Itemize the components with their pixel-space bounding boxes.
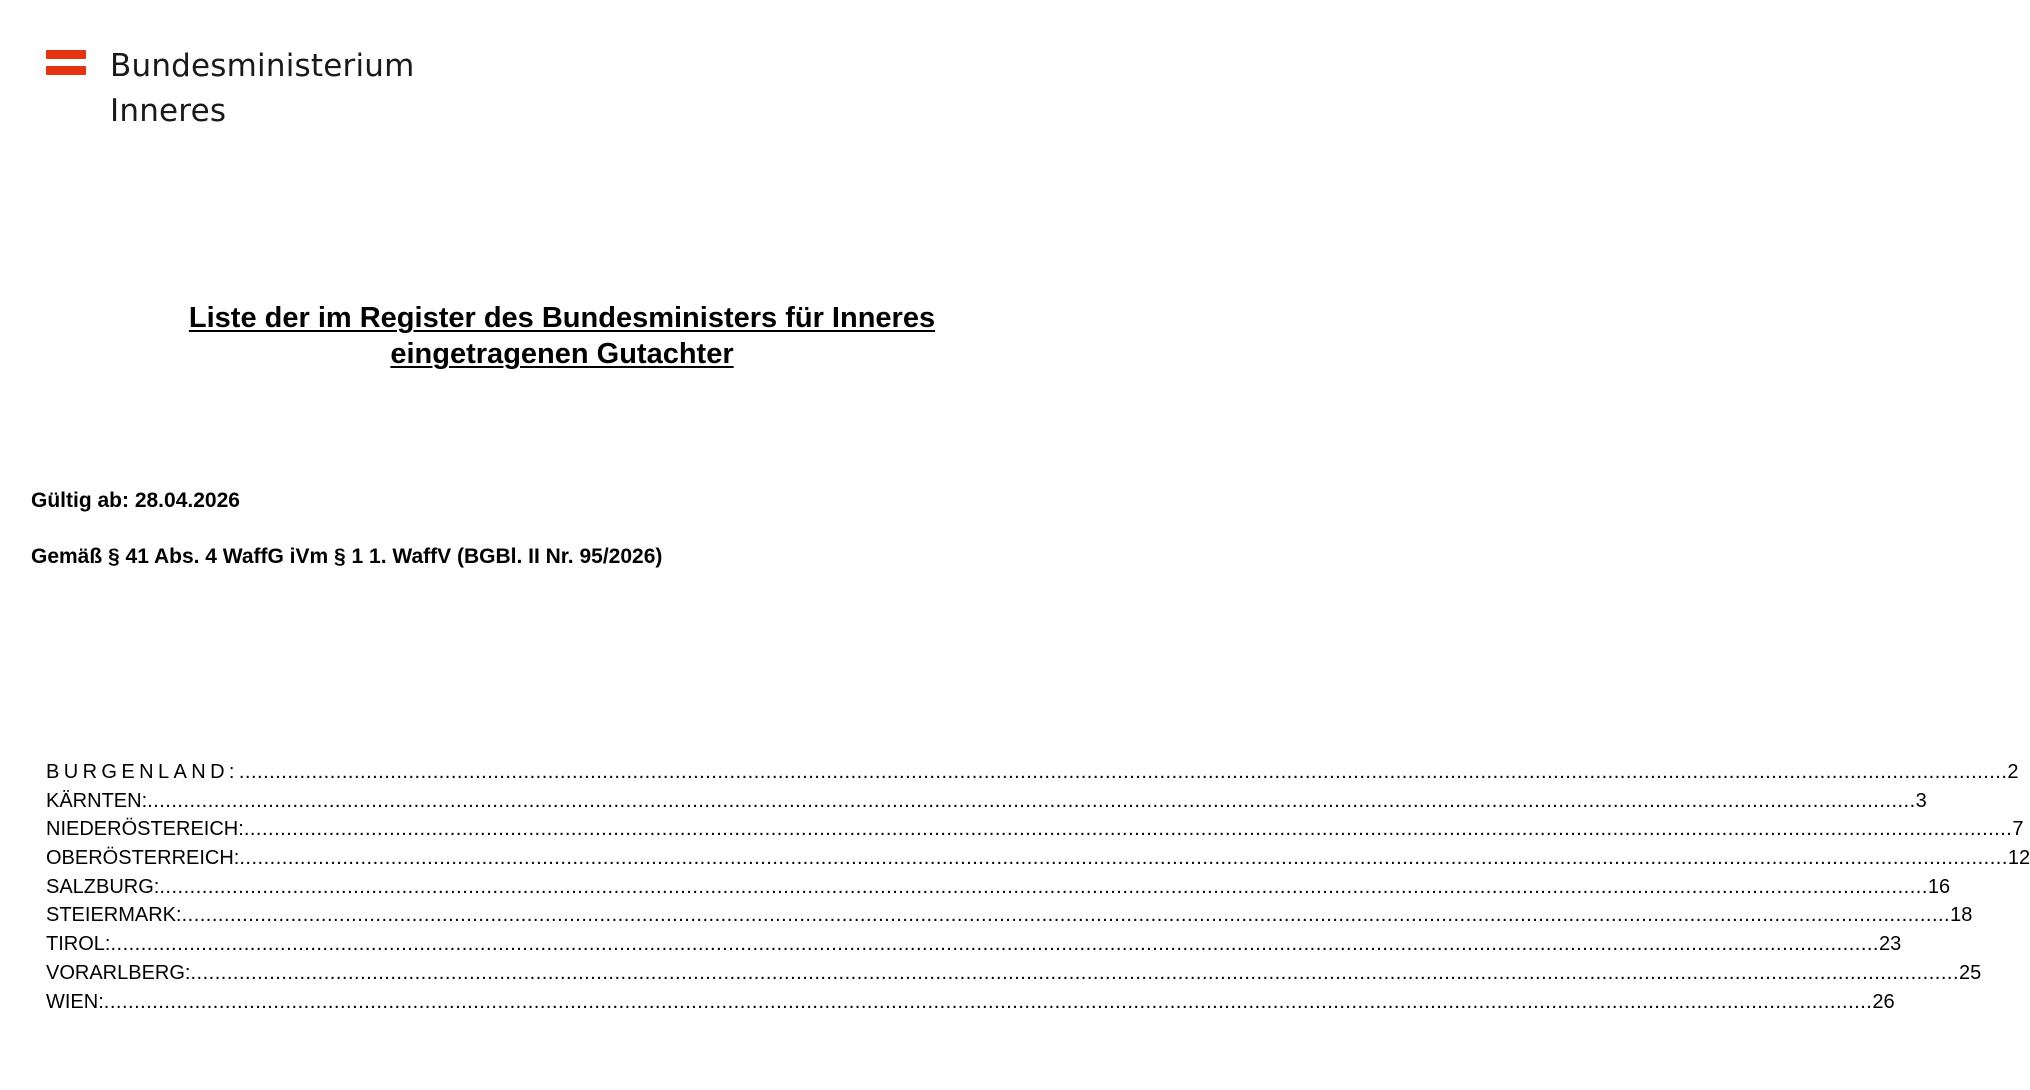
toc-page-number: 25 (1959, 961, 1982, 984)
toc-page-number: 12 (2007, 847, 2030, 870)
toc-label: VORARLBERG: (46, 961, 191, 984)
toc-label: OBERÖSTERREICH: (46, 847, 240, 870)
toc-label: WIEN: (46, 990, 104, 1013)
toc-page-number: 16 (1927, 875, 1951, 898)
toc-page-number: 2 (2007, 761, 2019, 783)
toc-page-number: 7 (2012, 818, 2024, 841)
toc-entry-oberoesterreich[interactable] (46, 844, 2030, 873)
logo-line-2: Inneres (110, 93, 227, 129)
toc-entry-tirol[interactable] (46, 930, 1902, 959)
austrian-flag-stripe-bottom (46, 66, 86, 75)
toc-label: TIROL: (46, 933, 111, 956)
toc-entry-kaernten[interactable] (46, 787, 1927, 816)
toc-label: STEIERMARK: (46, 904, 182, 927)
document-title-line-1: Liste der im Register des Bundesministers für Inneres (188, 302, 936, 334)
toc-entry-wien[interactable] (46, 988, 1895, 1017)
toc-page-number: 18 (1950, 904, 1973, 927)
toc-leader-dots (244, 815, 2013, 844)
toc-leader-dots (147, 787, 1916, 816)
toc-label: BURGENLAND: (46, 761, 239, 783)
toc-entry-burgenland[interactable] (46, 758, 2019, 787)
toc-page-number: 3 (1915, 789, 1927, 812)
logo-line-1: Bundesministerium (110, 48, 415, 84)
document-title (0, 300, 1124, 372)
document-title-line-2: eingetragenen Gutachter (390, 338, 734, 370)
toc-label: NIEDERÖSTEREICH: (46, 818, 244, 841)
logo-wordmark (110, 44, 415, 134)
toc-label: SALZBURG: (46, 875, 160, 898)
toc-leader-dots (110, 930, 1879, 959)
toc-leader-dots (239, 844, 2008, 873)
toc-page-number: 26 (1872, 990, 1895, 1013)
toc-label: KÄRNTEN: (46, 789, 148, 812)
toc-entry-salzburg[interactable] (46, 873, 1951, 902)
toc-page-number: 23 (1879, 933, 1902, 956)
legal-basis: Gemäß § 41 Abs. 4 WaffG iVm § 1 1. WaffV (BGBl. II Nr. 95/2026) (31, 545, 663, 568)
toc-entry-steiermark[interactable] (46, 901, 1973, 930)
toc-leader-dots (239, 758, 2008, 787)
toc-leader-dots (159, 873, 1928, 902)
toc-entry-niederoesterreich[interactable] (46, 815, 2024, 844)
toc-entry-vorarlberg[interactable] (46, 959, 1982, 988)
austrian-flag-stripe-top (46, 50, 86, 59)
toc-leader-dots (104, 988, 1873, 1017)
toc-leader-dots (182, 901, 1951, 930)
table-of-contents (46, 758, 2030, 1016)
valid-from-date: Gültig ab: 28.04.2026 (31, 489, 240, 512)
toc-leader-dots (190, 959, 1959, 988)
